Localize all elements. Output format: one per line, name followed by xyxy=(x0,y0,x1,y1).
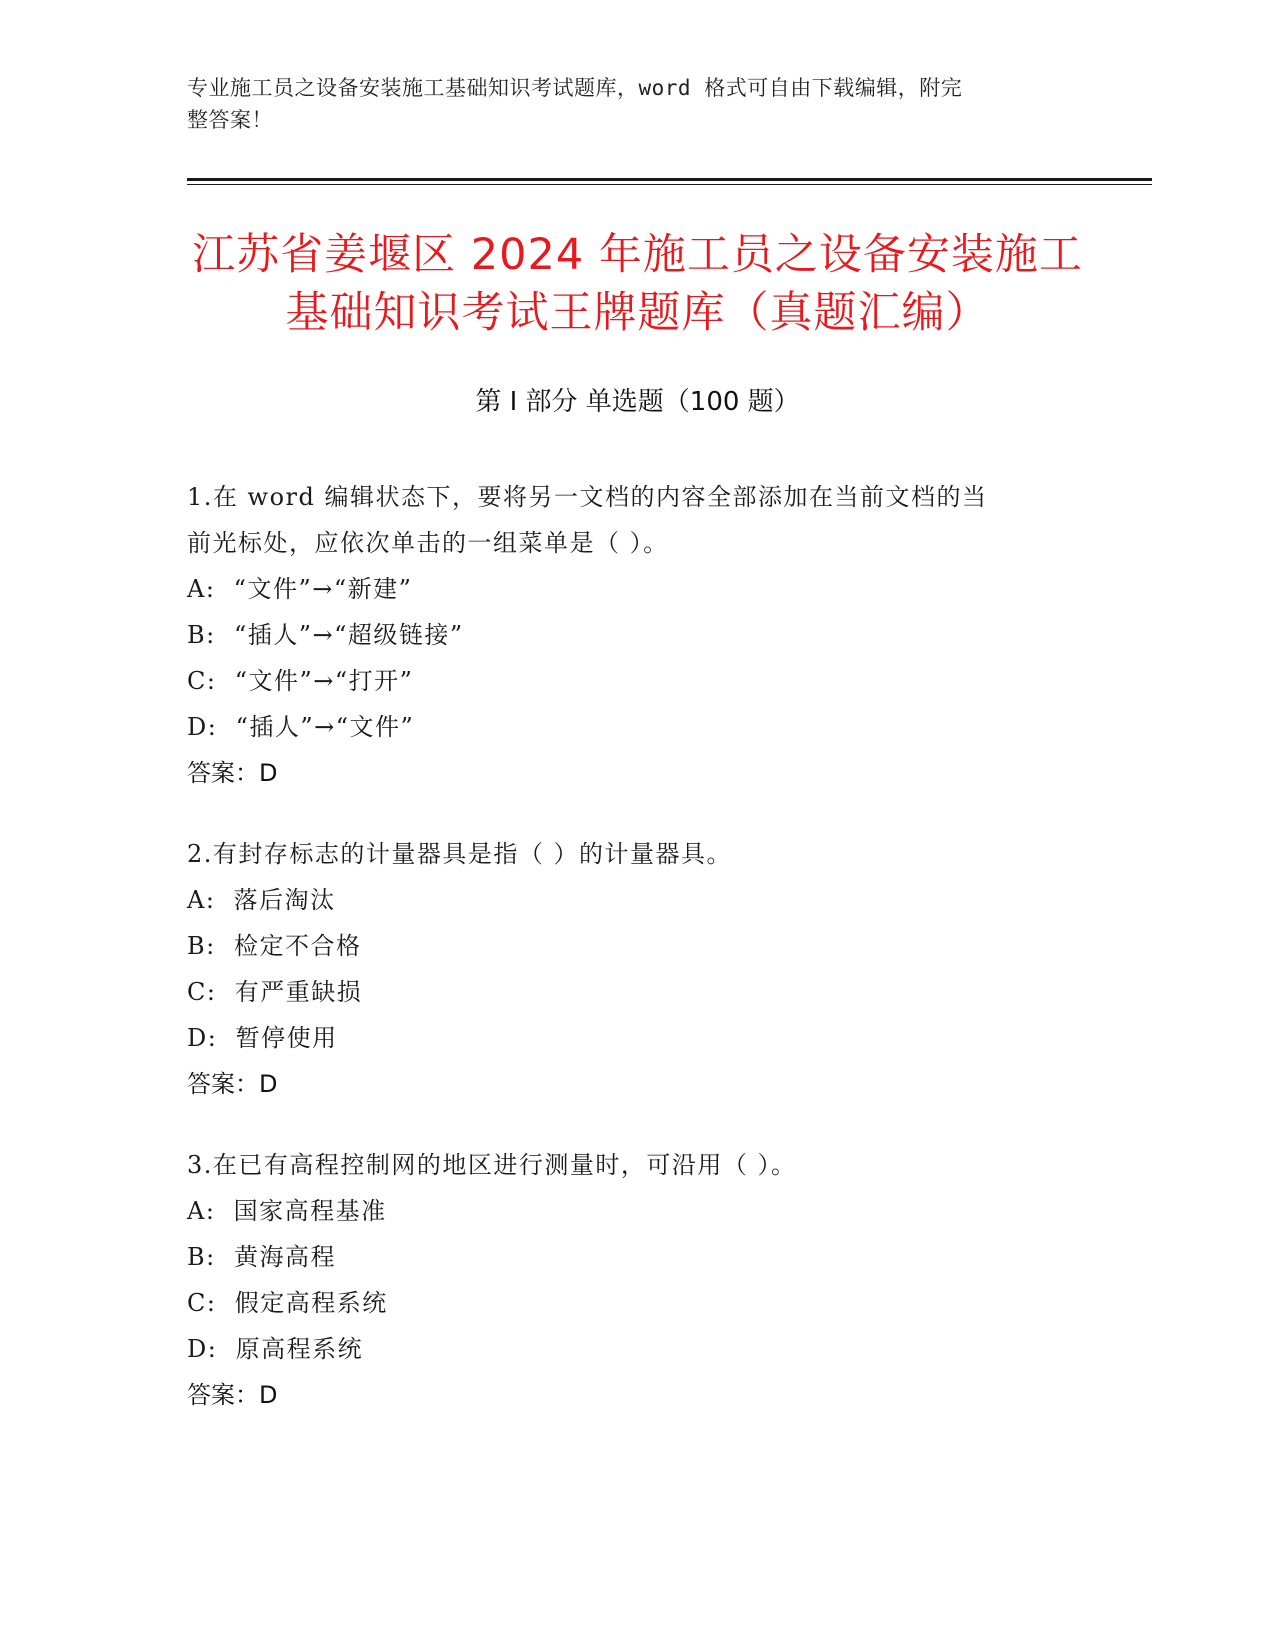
question-2-option-a: A: 落后淘汰 xyxy=(187,886,336,914)
question-2 xyxy=(187,831,1087,1107)
question-list xyxy=(187,474,1087,1453)
header-divider-thick xyxy=(187,178,1152,181)
question-3-option-a: A: 国家高程基准 xyxy=(187,1197,387,1225)
question-1-stem-line-2: 前光标处，应依次单击的一组菜单是（ ）。 xyxy=(187,529,669,557)
document-title xyxy=(150,226,1125,342)
header-note xyxy=(187,72,1067,136)
question-1-answer: 答案：D xyxy=(187,759,278,787)
question-2-answer: 答案：D xyxy=(187,1070,278,1098)
header-note-line-1: 专业施工员之设备安装施工基础知识考试题库，word 格式可自由下载编辑，附完 xyxy=(187,76,963,100)
question-1 xyxy=(187,474,1087,796)
question-3-answer: 答案：D xyxy=(187,1381,278,1409)
header-note-line-2: 整答案！ xyxy=(187,108,273,132)
question-3-option-b: B: 黄海高程 xyxy=(187,1243,336,1271)
question-1-option-c: C: “文件”→“打开” xyxy=(187,667,414,695)
question-2-option-b: B: 检定不合格 xyxy=(187,932,362,960)
header-divider-thin xyxy=(187,184,1152,185)
question-1-option-d: D: “插人”→“文件” xyxy=(187,713,415,741)
question-3-stem: 3.在已有高程控制网的地区进行测量时，可沿用（ ）。 xyxy=(187,1151,797,1179)
question-3 xyxy=(187,1142,1087,1418)
question-1-option-a: A: “文件”→“新建” xyxy=(187,575,413,603)
question-1-stem-line-1: 1.在 word 编辑状态下，要将另一文档的内容全部添加在当前文档的当 xyxy=(187,483,988,511)
question-1-option-b: B: “插人”→“超级链接” xyxy=(187,621,464,649)
question-2-option-d: D: 暂停使用 xyxy=(187,1024,338,1052)
document-title-line-2: 基础知识考试王牌题库（真题汇编） xyxy=(285,288,990,338)
question-3-option-c: C: 假定高程系统 xyxy=(187,1289,388,1317)
question-2-option-c: C: 有严重缺损 xyxy=(187,978,363,1006)
question-2-stem: 2.有封存标志的计量器具是指（ ）的计量器具。 xyxy=(187,840,733,868)
question-3-option-d: D: 原高程系统 xyxy=(187,1335,364,1363)
document-title-line-1: 江苏省姜堰区 2024 年施工员之设备安装施工 xyxy=(192,230,1083,280)
section-heading: 第 I 部分 单选题（100 题） xyxy=(475,387,800,417)
